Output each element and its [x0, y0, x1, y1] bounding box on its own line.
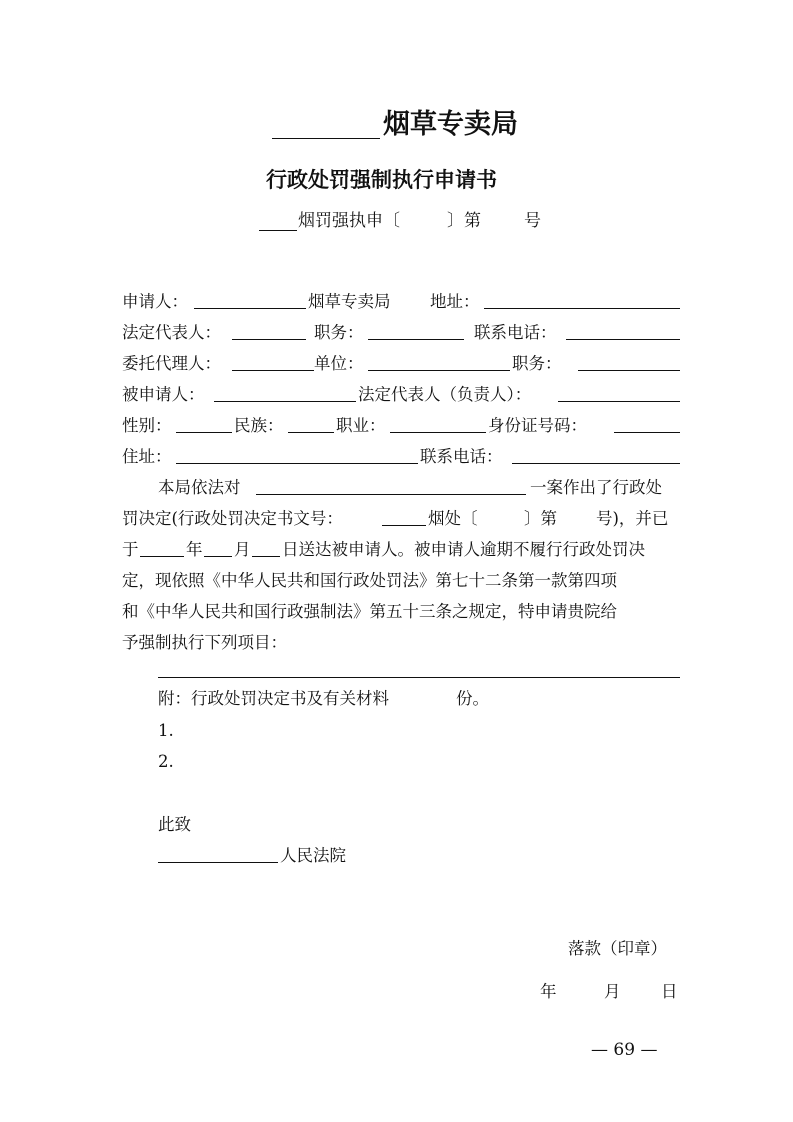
p3-start: 于: [122, 540, 139, 559]
doc-no-close: 〕第: [447, 211, 481, 231]
attachments-label: 附：行政处罚决定书及有关材料: [158, 689, 389, 708]
decision-no-blank: [382, 525, 426, 526]
p1-end: 一案作出了行政处: [530, 478, 662, 497]
resp-phone-blank: [512, 463, 680, 464]
document-subtitle: 行政处罚强制执行申请书: [266, 167, 497, 192]
occupation-blank: [390, 432, 486, 433]
p2-mid2: 〕第: [524, 509, 557, 528]
p4: 定，现依照《中华人民共和国行政处罚法》第七十二条第一款第四项: [122, 571, 617, 590]
court-suffix: 人民法院: [280, 846, 346, 865]
case-name-blank: [256, 494, 526, 495]
p5: 和《中华人民共和国行政强制法》第五十三条之规定，特申请贵院给: [122, 602, 617, 621]
legal-rep-blank: [232, 339, 306, 340]
position2-label: 职务：: [512, 354, 562, 373]
occupation-label: 职业：: [336, 416, 386, 435]
applicant-suffix: 烟草专卖局: [308, 292, 391, 311]
residence-row: [122, 445, 682, 469]
signature-seal: 落款（印章）: [568, 939, 667, 958]
day-blank: [252, 556, 280, 557]
p3-end: 日送达被申请人。被申请人逾期不履行行政处罚决: [282, 540, 645, 559]
date-day: 日: [661, 982, 678, 1001]
address-blank: [484, 308, 680, 309]
enforcement-items-line: [158, 677, 680, 678]
title-blank-line: [272, 138, 380, 139]
attachment-item: 2.: [158, 752, 174, 771]
p3-year: 年: [186, 540, 203, 559]
personal-details-row: [122, 414, 682, 438]
p2-mid1: 烟处〔: [428, 509, 478, 528]
ethnicity-blank: [288, 432, 334, 433]
gender-label: 性别：: [122, 416, 172, 435]
p6: 予强制执行下列项目：: [122, 633, 287, 652]
resp-phone-label: 联系电话：: [420, 447, 503, 466]
applicant-row: [122, 290, 682, 314]
agent-row: [122, 352, 682, 376]
page-number: — 69 —: [591, 1040, 658, 1060]
unit-label: 单位：: [314, 354, 364, 373]
resp-legal-rep-blank: [558, 401, 680, 402]
applicant-label: 申请人：: [122, 292, 188, 311]
month-blank: [204, 556, 232, 557]
attachment-item: 1.: [158, 721, 174, 740]
court-name-blank: [158, 862, 278, 863]
agent-label: 委托代理人：: [122, 354, 221, 373]
residence-label: 住址：: [122, 447, 172, 466]
year-blank: [140, 556, 184, 557]
doc-no-text: 烟罚强执申〔: [298, 211, 400, 231]
applicant-blank: [194, 308, 306, 309]
phone-label: 联系电话：: [474, 323, 557, 342]
doc-no-end: 号: [524, 211, 541, 231]
page-title: 烟草专卖局: [383, 109, 518, 140]
residence-blank: [176, 463, 418, 464]
phone-blank: [566, 339, 680, 340]
agent-blank: [232, 370, 314, 371]
address-label: 地址：: [430, 292, 480, 311]
position-label: 职务：: [314, 323, 364, 342]
position2-blank: [578, 370, 680, 371]
doc-no-prefix-blank: [259, 230, 297, 231]
date-month: 月: [604, 982, 621, 1001]
salutation: 此致: [158, 815, 191, 834]
legal-rep-row: [122, 321, 682, 345]
gender-blank: [176, 432, 232, 433]
respondent-blank: [214, 401, 356, 402]
p3-month: 月: [234, 540, 251, 559]
respondent-row: [122, 383, 682, 407]
date-year: 年: [540, 982, 557, 1001]
unit-blank: [368, 370, 510, 371]
position-blank: [368, 339, 464, 340]
resp-legal-rep-label: 法定代表人（负责人）：: [358, 385, 532, 404]
id-label: 身份证号码：: [488, 416, 587, 435]
attachments-unit: 份。: [456, 689, 489, 708]
p2-start: 罚决定(行政处罚决定书文号：: [122, 509, 343, 528]
p1-start: 本局依法对: [158, 478, 241, 497]
p2-end: 号)，并已: [596, 509, 669, 528]
ethnicity-label: 民族：: [234, 416, 284, 435]
legal-rep-label: 法定代表人：: [122, 323, 221, 342]
respondent-label: 被申请人：: [122, 385, 205, 404]
id-blank: [614, 432, 680, 433]
